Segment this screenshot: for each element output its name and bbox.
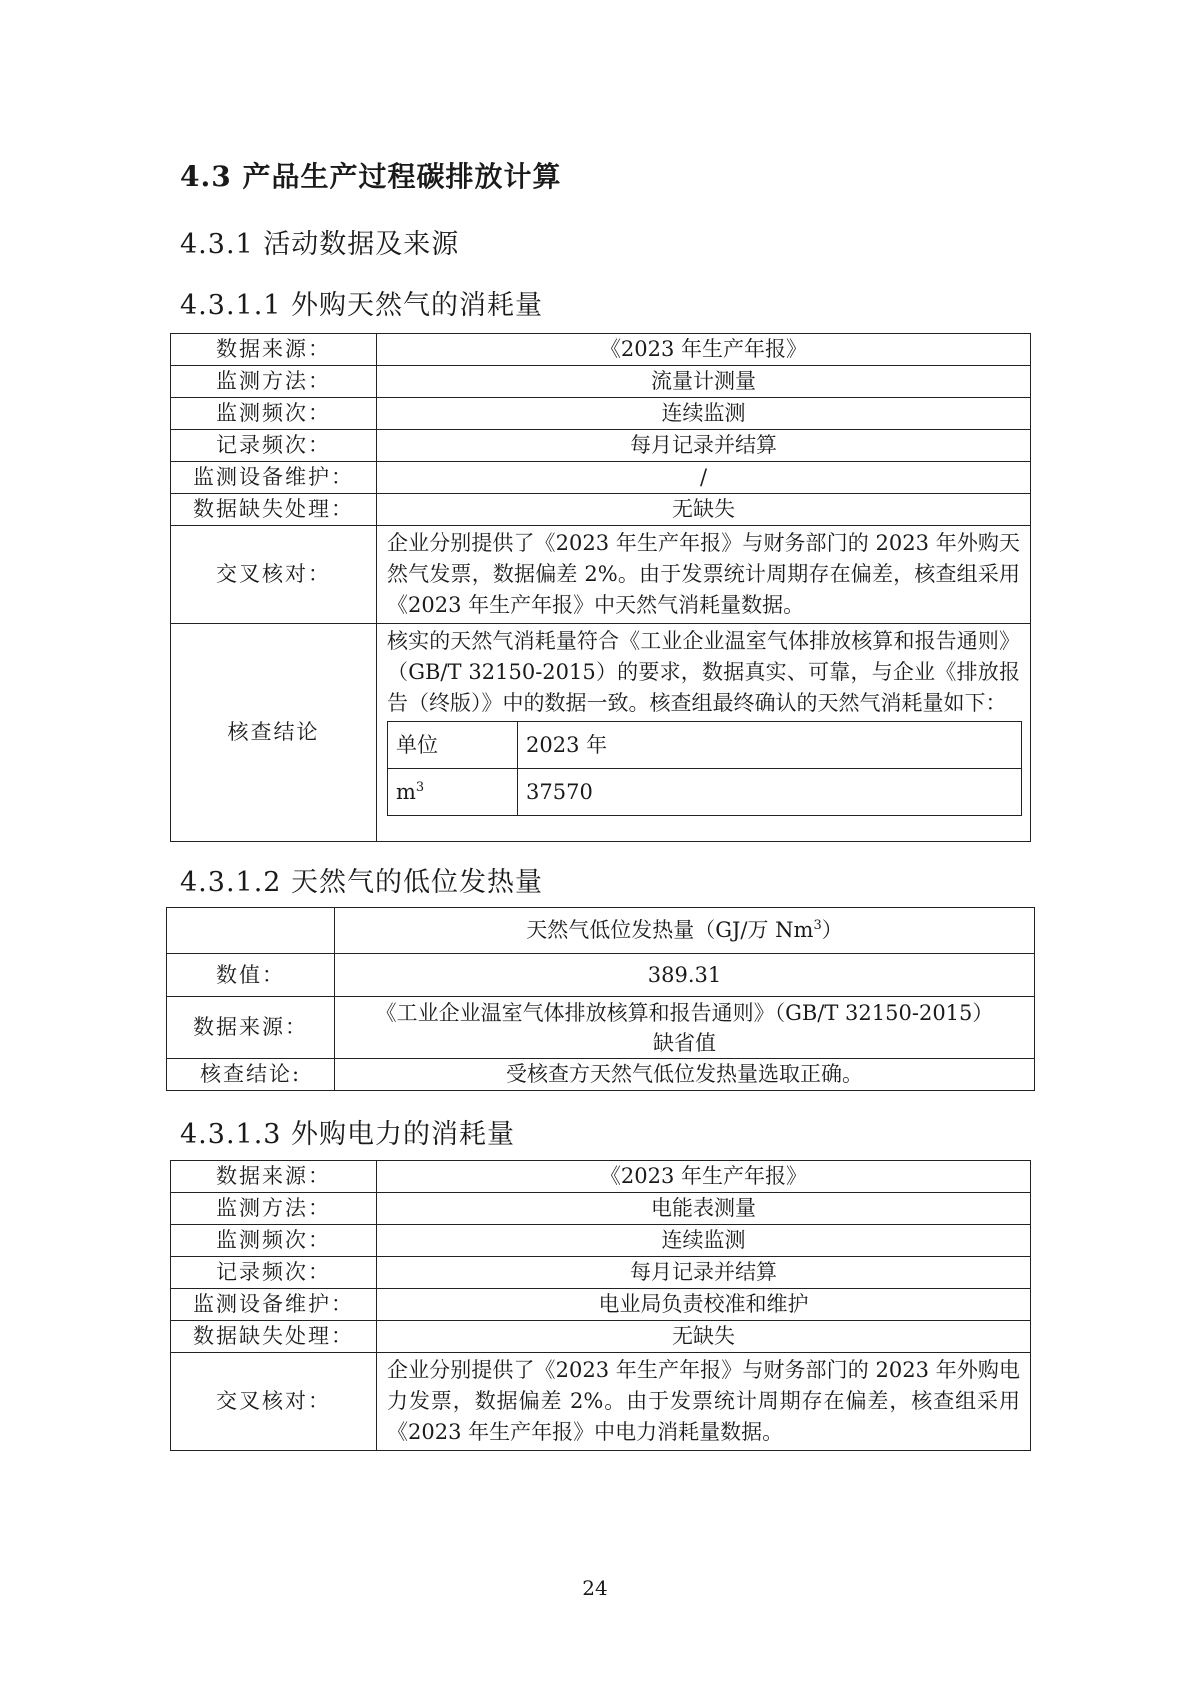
subsection-heading-activity-data: 4.3.1 活动数据及来源 — [180, 229, 460, 260]
row-value: 电业局负责校准和维护 — [377, 1289, 1031, 1321]
value-label: 数值： — [167, 954, 335, 997]
table-row — [171, 366, 1031, 398]
empty-header-cell — [167, 908, 335, 954]
conclusion-label: 核查结论 — [171, 624, 377, 842]
row-value: 无缺失 — [377, 1321, 1031, 1353]
ncv-header-superscript: 3 — [813, 918, 822, 933]
table-row — [388, 769, 1022, 816]
conclusion-row — [171, 624, 1031, 842]
conclusion-text: 核实的天然气消耗量符合《工业企业温室气体排放核算和报告通则》（GB/T 32150-2015）的要求，数据真实、可靠，与企业《排放报告（终版）》中的数据一致。核查组最终确认的天然气消耗量如下： — [387, 629, 1020, 715]
row-label: 数据来源： — [171, 334, 377, 366]
unit-cell — [388, 769, 518, 816]
cross-check-text: 企业分别提供了《2023 年生产年报》与财务部门的 2023 年外购天然气发票，数据偏差 2%。由于发票统计周期存在偏差，核查组采用《2023 年生产年报》中天然气消耗量数据。 — [377, 526, 1031, 624]
row-value: 流量计测量 — [377, 366, 1031, 398]
cross-check-label: 交叉核对： — [171, 1353, 377, 1451]
table-row — [167, 954, 1035, 997]
table-row — [171, 494, 1031, 526]
section-title-electricity-consumption: 4.3.1.3 外购电力的消耗量 — [180, 1119, 516, 1150]
table-row — [171, 1321, 1031, 1353]
table-row — [171, 462, 1031, 494]
unit-text: m — [396, 779, 416, 804]
natural-gas-consumption-table — [170, 333, 1031, 842]
row-label: 监测方法： — [171, 366, 377, 398]
conclusion-value: 受核查方天然气低位发热量选取正确。 — [335, 1059, 1035, 1091]
row-value: 电能表测量 — [377, 1193, 1031, 1225]
cross-check-text: 企业分别提供了《2023 年生产年报》与财务部门的 2023 年外购电力发票，数据偏差 2%。由于发票统计周期存在偏差，核查组采用《2023 年生产年报》中电力消耗量数据。 — [377, 1353, 1031, 1451]
row-value: 《2023 年生产年报》 — [377, 334, 1031, 366]
row-label: 监测设备维护： — [171, 462, 377, 494]
row-label: 数据缺失处理： — [171, 494, 377, 526]
row-label: 记录频次： — [171, 430, 377, 462]
ncv-value: 389.31 — [335, 954, 1035, 997]
electricity-consumption-table — [170, 1160, 1031, 1451]
source-line-1: 《工业企业温室气体排放核算和报告通则》（GB/T 32150-2015） — [375, 1000, 994, 1025]
row-label: 监测方法： — [171, 1193, 377, 1225]
table-row — [167, 1059, 1035, 1091]
conclusion-cell — [377, 624, 1031, 842]
row-label: 记录频次： — [171, 1257, 377, 1289]
cross-check-row — [171, 1353, 1031, 1451]
conclusion-label: 核查结论: — [167, 1059, 335, 1091]
table-row — [171, 1225, 1031, 1257]
source-label: 数据来源： — [167, 997, 335, 1059]
table-row — [171, 334, 1031, 366]
row-label: 监测设备维护： — [171, 1289, 377, 1321]
ncv-header-end: ） — [821, 918, 843, 942]
table-row — [171, 430, 1031, 462]
cross-check-label: 交叉核对： — [171, 526, 377, 624]
table-row — [167, 908, 1035, 954]
confirmed-consumption-table — [387, 721, 1022, 816]
row-value: 每月记录并结算 — [377, 1257, 1031, 1289]
cross-check-row — [171, 526, 1031, 624]
page-number: 24 — [582, 1576, 608, 1600]
source-cell — [335, 997, 1035, 1059]
table-row — [171, 1193, 1031, 1225]
section-title-ncv: 4.3.1.2 天然气的低位发热量 — [180, 867, 544, 898]
ncv-header — [335, 908, 1035, 954]
table-row — [171, 1289, 1031, 1321]
row-value: 每月记录并结算 — [377, 430, 1031, 462]
table-row — [167, 997, 1035, 1059]
source-line-2: 缺省值 — [653, 1030, 716, 1055]
row-label: 监测频次： — [171, 1225, 377, 1257]
row-label: 数据缺失处理： — [171, 1321, 377, 1353]
table-row — [388, 722, 1022, 769]
ncv-header-text: 天然气低位发热量（GJ/万 Nm — [526, 918, 814, 942]
table-row — [171, 398, 1031, 430]
section-title-natural-gas-consumption: 4.3.1.1 外购天然气的消耗量 — [180, 290, 544, 321]
unit-superscript: 3 — [415, 779, 425, 795]
row-value: 《2023 年生产年报》 — [377, 1161, 1031, 1193]
table-row — [171, 1257, 1031, 1289]
section-heading: 4.3 产品生产过程碳排放计算 — [180, 160, 562, 193]
table-row — [171, 1161, 1031, 1193]
header-unit: 单位 — [388, 722, 518, 769]
ncv-table — [166, 907, 1035, 1091]
header-year: 2023 年 — [518, 722, 1022, 769]
row-value: 连续监测 — [377, 1225, 1031, 1257]
row-value: 连续监测 — [377, 398, 1031, 430]
row-label: 监测频次： — [171, 398, 377, 430]
row-value: 无缺失 — [377, 494, 1031, 526]
consumption-value: 37570 — [518, 769, 1022, 816]
row-value: / — [377, 462, 1031, 494]
row-label: 数据来源： — [171, 1161, 377, 1193]
